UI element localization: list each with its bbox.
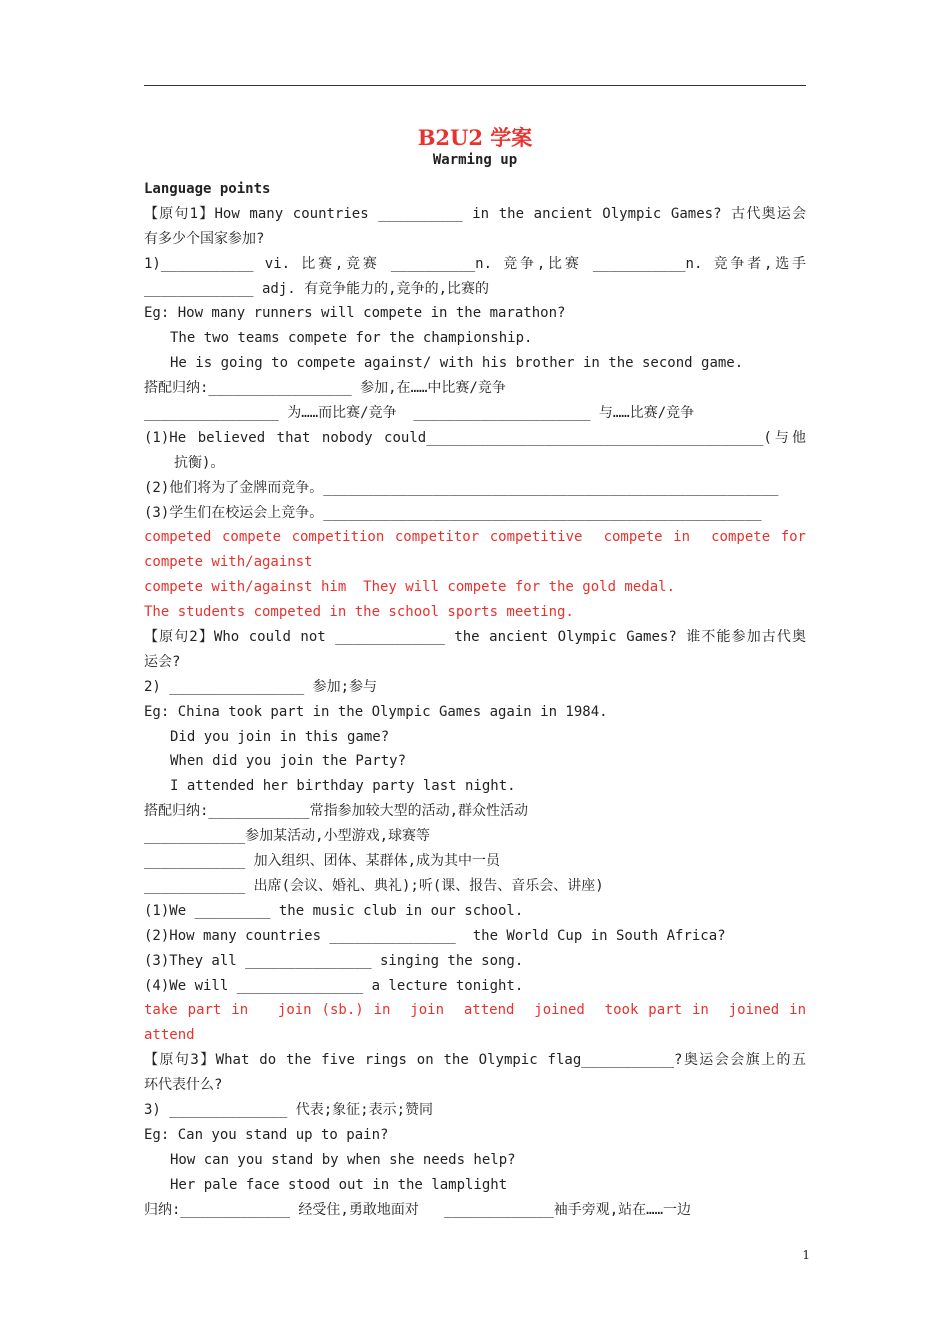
text-line: (2)他们将为了金牌而竞争。______________________________________________________ (144, 479, 779, 496)
text-line: 【原句3】What do the five rings on the Olympic flag___________?奥运会会旗上的五 (144, 1052, 806, 1069)
text-line: 环代表什么? (144, 1077, 223, 1094)
text-line: 运会? (144, 653, 181, 670)
text-line: Language points (144, 181, 271, 197)
text-line: attend (144, 1027, 195, 1044)
text-line: The two teams compete for the championship. (170, 330, 533, 347)
page-subtitle: Warming up (432, 152, 518, 168)
text-line: (4)We will _______________ a lecture tonight. (144, 977, 524, 994)
text-line: Eg: How many runners will compete in the marathon? (144, 305, 566, 322)
text-line: 1)___________ vi. 比赛,竞赛 __________n. 竞争,比赛 ___________n. 竞争者,选手 (144, 255, 806, 272)
text-line: compete with/against (144, 554, 313, 571)
text-line: (3)They all _______________ singing the song. (144, 952, 524, 969)
page-number: 1 (802, 1248, 810, 1262)
text-line: Eg: China took part in the Olympic Games again in 1984. (144, 703, 608, 720)
header-rule (144, 85, 806, 86)
text-line: How can you stand by when she needs help? (170, 1151, 516, 1168)
text-line: 搭配归纳:_________________ 参加,在……中比赛/竞争 (144, 380, 506, 397)
text-line: When did you join the Party? (170, 753, 407, 770)
text-line: 【原句1】How many countries __________ in the ancient Olympic Games? 古代奥运会 (144, 205, 806, 222)
text-line: (2)How many countries _______________ the World Cup in South Africa? (144, 927, 726, 944)
text-line: 3) ______________ 代表;象征;表示;赞同 (144, 1101, 434, 1118)
text-line: 抗衡)。 (174, 454, 225, 471)
text-line: ________________ 为……而比赛/竞争 _____________________ 与……比赛/竞争 (144, 405, 695, 422)
text-line: ____________ 加入组织、团体、某群体,成为其中一员 (144, 853, 501, 870)
text-line: (3)学生们在校运会上竞争。____________________________________________________ (144, 504, 762, 521)
text-line: take part in join (sb.) in join attend joined took part in joined in (144, 1002, 806, 1019)
page-title: B2U2 学案 (417, 125, 533, 150)
text-line: compete with/against him They will compete for the gold medal. (144, 579, 676, 596)
text-line: (1)We _________ the music club in our school. (144, 902, 524, 919)
text-line: 有多少个国家参加? (144, 230, 265, 247)
text-line: competed compete competition competitor competitive compete in compete for (144, 529, 806, 546)
text-line: Did you join in this game? (170, 728, 390, 745)
text-line: ____________ 出席(会议、婚礼、典礼);听(课、报告、音乐会、讲座) (144, 877, 604, 894)
text-line: 搭配归纳:____________常指参加较大型的活动,群众性活动 (144, 803, 529, 820)
text-line: 【原句2】Who could not _____________ the ancient Olympic Games? 谁不能参加古代奥 (144, 629, 806, 646)
text-line: I attended her birthday party last night. (170, 778, 516, 795)
document-body (144, 177, 806, 1222)
text-line: Eg: Can you stand up to pain? (144, 1126, 389, 1143)
text-line: Her pale face stood out in the lamplight (170, 1176, 508, 1193)
text-line: 2) ________________ 参加;参与 (144, 678, 378, 695)
text-line: _____________ adj. 有竞争能力的,竞争的,比赛的 (144, 280, 490, 297)
text-line: The students competed in the school sports meeting. (144, 604, 574, 621)
text-line: (1)He believed that nobody could________________________________________(与他 (144, 429, 806, 446)
text-line: He is going to compete against/ with his brother in the second game. (170, 355, 744, 372)
text-line: ____________参加某活动,小型游戏,球赛等 (144, 828, 431, 845)
text-line: 归纳:_____________ 经受住,勇敢地面对 _____________袖手旁观,站在……一边 (144, 1201, 692, 1218)
